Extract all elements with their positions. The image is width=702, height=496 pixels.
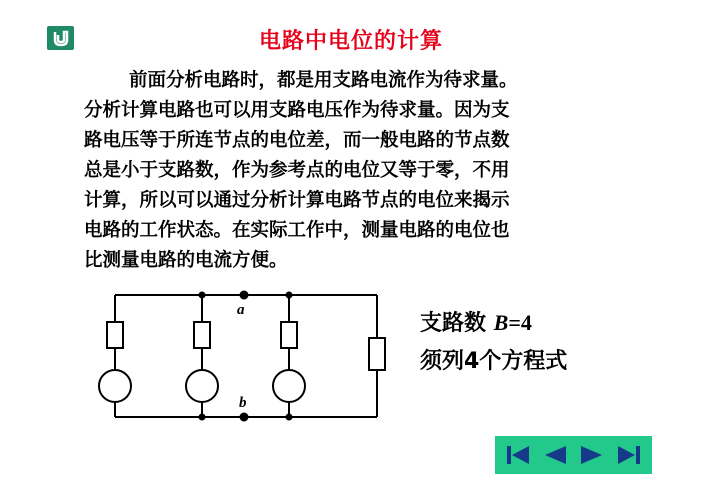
circuit-diagram	[95, 282, 395, 432]
paragraph-line: 总是小于支路数，作为参考点的电位又等于零，不用	[84, 160, 510, 181]
resistor-3	[281, 322, 297, 348]
source-1	[99, 370, 131, 402]
paragraph-line: 路电压等于所连节点的电位差，而一般电路的节点数	[84, 130, 510, 151]
previous-icon[interactable]	[540, 441, 570, 469]
next-icon[interactable]	[577, 441, 607, 469]
page-title: 电路中电位的计算	[258, 29, 443, 54]
paragraph-line: 前面分析电路时，都是用支路电流作为待求量。	[129, 70, 518, 91]
node-b-label: b	[239, 395, 247, 411]
body-paragraph	[84, 66, 624, 276]
branch-count-prefix: 支路数	[420, 311, 494, 336]
branch-var: B	[493, 310, 509, 335]
first-icon[interactable]	[503, 441, 533, 469]
node-b	[240, 413, 249, 422]
last-icon[interactable]	[614, 441, 644, 469]
source-2	[186, 370, 218, 402]
branch-eq: =4	[508, 310, 532, 335]
source-3	[273, 370, 305, 402]
resistor-4	[369, 338, 385, 370]
resistor-1	[107, 322, 123, 348]
node-a-label: a	[237, 302, 245, 318]
node-a	[240, 291, 249, 300]
paragraph-line: 计算，所以可以通过分析计算电路节点的电位来揭示	[84, 190, 510, 211]
branch-count-note	[420, 306, 532, 337]
equation-count-note: 须列4个方程式	[420, 349, 568, 374]
resistor-2	[194, 322, 210, 348]
nav-bar	[495, 436, 652, 474]
paragraph-line: 分析计算电路也可以用支路电压作为待求量。因为支	[84, 100, 510, 121]
paragraph-line: 电路的工作状态。在实际工作中，测量电路的电位也	[84, 220, 510, 241]
paragraph-line: 比测量电路的电流方便。	[84, 250, 288, 271]
